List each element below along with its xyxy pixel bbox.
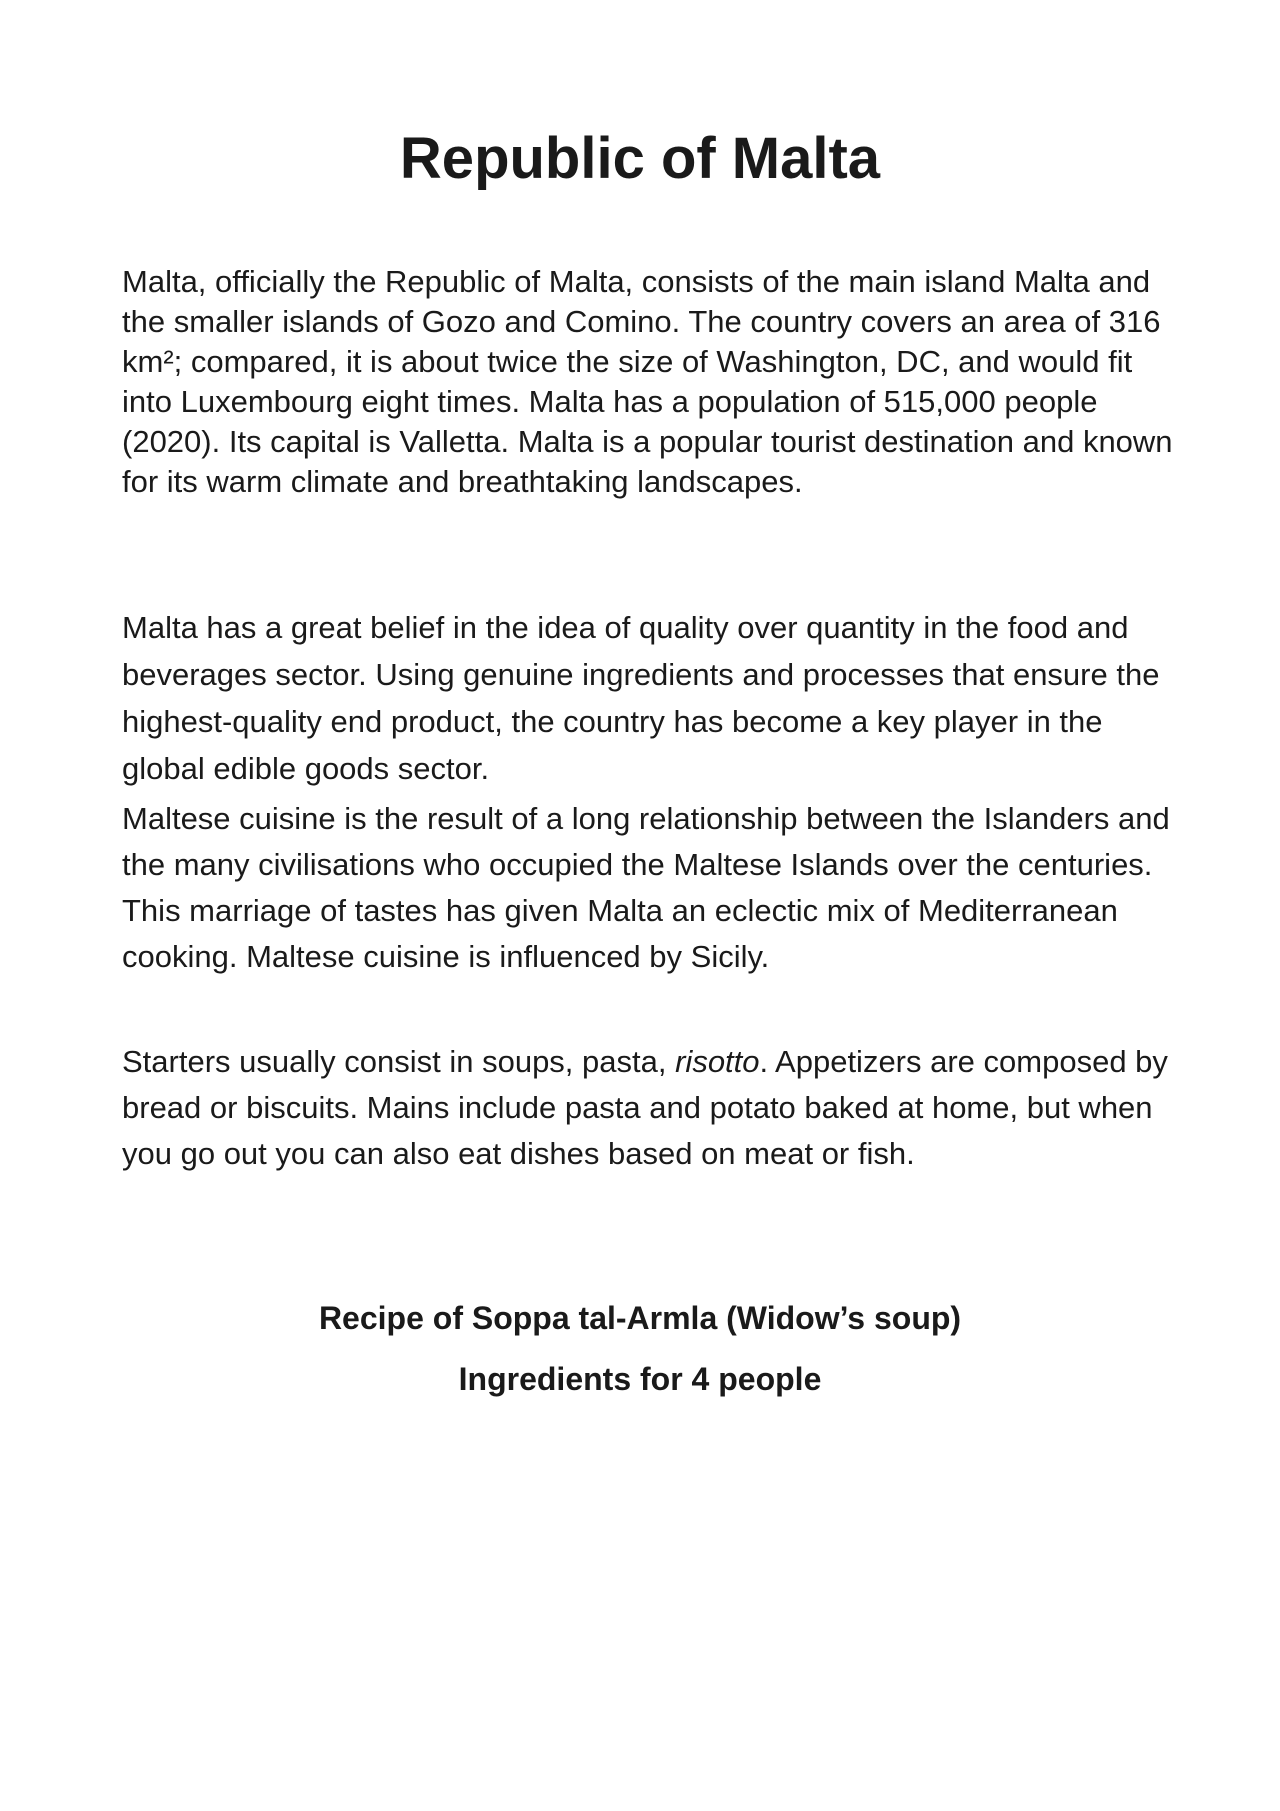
dishes-text-start: Starters usually consist in soups, pasta, bbox=[122, 1044, 676, 1079]
food-sector-paragraph: Malta has a great belief in the idea of quality over quantity in the food and beverages sector. Using genuine ingredients and processes that ensure the highest-quality end product, the country has become a key player in the global edible goods sector. bbox=[122, 610, 1160, 786]
page-title: Republic of Malta bbox=[399, 126, 881, 191]
intro-paragraph: Malta, officially the Republic of Malta, consists of the main island Malta and the smaller islands of Gozo and Comino. The country covers an area of 316 km²; compared, it is about twice the size of Washington, DC, and would fit into Luxembourg eight times. Malta has a population of 515,000 people (2020). Its capital is Valletta. Malta is a popular tourist destination and known for its warm climate and breathtaking landscapes. bbox=[122, 264, 1173, 499]
cuisine-paragraph: Maltese cuisine is the result of a long relationship between the Islanders and the many civilisations who occupied the Maltese Islands over the centuries. This marriage of tastes has given Malta an eclectic mix of Mediterranean cooking. Maltese cuisine is influenced by Sicily. bbox=[122, 801, 1170, 974]
dishes-text-end: . Appetizers are composed by bread or biscuits. Mains include pasta and potato baked at home, but when you go out you can also eat dishes based on meat or fish. bbox=[122, 1044, 1168, 1171]
risotto-italic: risotto bbox=[675, 1044, 760, 1079]
ingredients-heading: Ingredients for 4 people bbox=[458, 1361, 822, 1397]
dishes-paragraph bbox=[122, 1039, 1182, 1177]
recipe-heading: Recipe of Soppa tal-Armla (Widow’s soup) bbox=[318, 1300, 962, 1336]
